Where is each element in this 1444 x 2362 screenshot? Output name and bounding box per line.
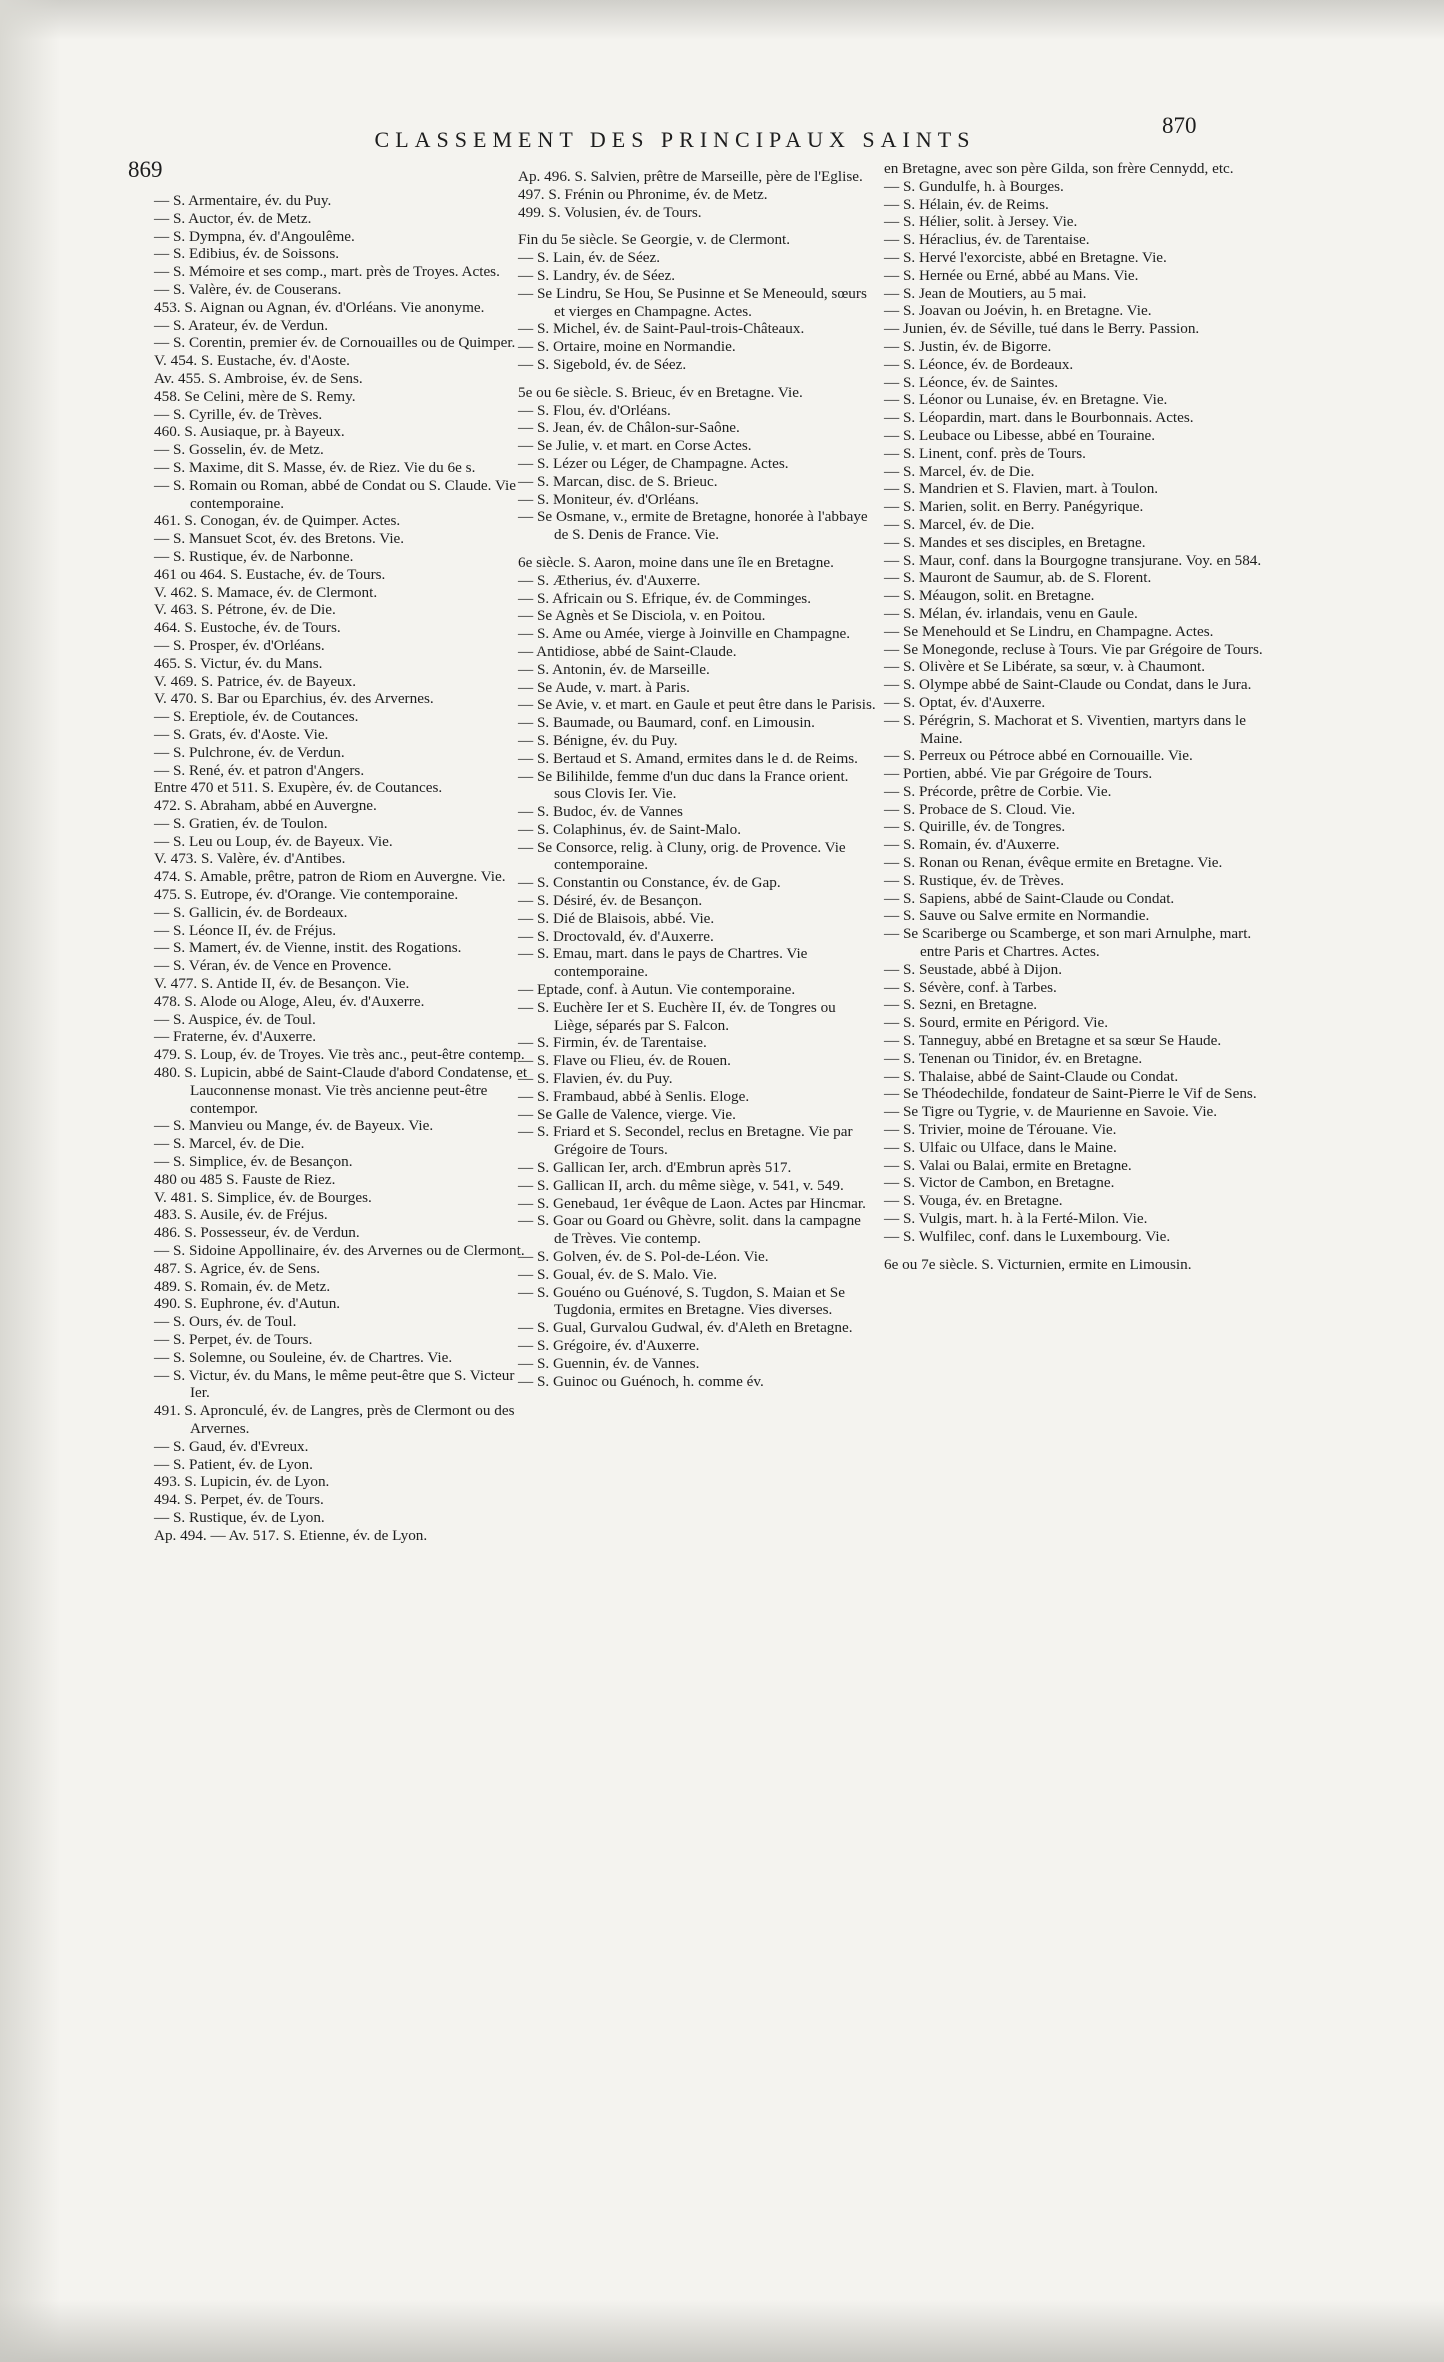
saint-entry: Fin du 5e siècle. Se Georgie, v. de Clermont. <box>518 231 791 249</box>
saint-entry: 453. S. Aignan ou Agnan, év. d'Orléans. Vie anonyme. <box>154 298 485 316</box>
saint-entry: — S. Jean de Moutiers, au 5 mai. <box>884 284 1087 302</box>
saint-entry: 460. S. Ausiaque, pr. à Bayeux. <box>154 423 345 441</box>
saint-entry: — S. Ætherius, év. d'Auxerre. <box>518 571 701 589</box>
saint-entry: — S. René, év. et patron d'Angers. <box>154 761 365 779</box>
saint-entry: — S. Mandrien et S. Flavien, mart. à Toulon. <box>884 480 1159 498</box>
saint-entry: — S. Gundulfe, h. à Bourges. <box>884 177 1064 195</box>
saint-entry: 478. S. Alode ou Aloge, Aleu, év. d'Auxerre. <box>154 992 425 1010</box>
saint-entry: — S. Solemne, ou Souleine, év. de Chartres. Vie. <box>154 1348 453 1366</box>
scan-edge-shadow <box>0 0 60 2362</box>
saint-entry: — S. Ortaire, moine en Normandie. <box>518 338 736 356</box>
saint-entry: — S. Auspice, év. de Toul. <box>154 1010 316 1028</box>
saint-entry: 464. S. Eustoche, év. de Tours. <box>154 619 341 637</box>
saint-entry: — S. Désiré, év. de Besançon. <box>518 892 703 910</box>
saint-entry: Entre 470 et 511. S. Exupère, év. de Coutances. <box>154 779 443 797</box>
saint-entry: — S. Olivère et Se Libérate, sa sœur, v. à Chaumont. <box>884 658 1206 676</box>
column-3 <box>868 160 1263 2020</box>
saint-entry: — S. Tanneguy, abbé en Bretagne et sa sœur Se Haude. <box>884 1032 1222 1050</box>
saint-entry: — S. Lézer ou Léger, de Champagne. Actes. <box>518 454 789 472</box>
saint-entry: 483. S. Ausile, év. de Fréjus. <box>154 1206 328 1224</box>
saint-entry: — S. Hervé l'exorciste, abbé en Bretagne. Vie. <box>884 248 1167 266</box>
saint-entry: 465. S. Victur, év. du Mans. <box>154 654 323 672</box>
saint-entry: — S. Firmin, év. de Tarentaise. <box>518 1034 707 1052</box>
saint-entry: — Se Avie, v. et mart. en Gaule et peut être dans le Parisis. <box>518 696 876 714</box>
saint-entry: Ap. 496. S. Salvien, prêtre de Marseille, père de l'Eglise. <box>518 168 863 185</box>
saint-entry: — S. Wulfilec, conf. dans le Luxembourg. Vie. <box>884 1227 1171 1245</box>
saint-entry: — S. Sapiens, abbé de Saint-Claude ou Condat. <box>884 889 1175 907</box>
saint-entry: — S. Sévère, conf. à Tarbes. <box>884 978 1057 996</box>
saint-entry: 487. S. Agrice, év. de Sens. <box>154 1259 321 1277</box>
saint-entry: — S. Vulgis, mart. h. à la Ferté-Milon. Vie. <box>884 1210 1148 1228</box>
saint-entry: 480. S. Lupicin, abbé de Saint-Claude d'abord Condatense, et Lauconnense monast. Vie très ancienne peut-être contempor. <box>154 1064 528 1117</box>
saint-entry: — S. Romain, év. d'Auxerre. <box>884 836 1060 854</box>
saint-entry: — S. Héraclius, év. de Tarentaise. <box>884 231 1090 249</box>
saint-entry: 494. S. Perpet, év. de Tours. <box>154 1491 324 1509</box>
saint-entry: V. 470. S. Bar ou Eparchius, év. des Arvernes. <box>154 690 434 708</box>
saint-entry: 461 ou 464. S. Eustache, év. de Tours. <box>154 565 386 583</box>
saint-entry: — S. Léonce, év. de Bordeaux. <box>884 355 1074 373</box>
saint-entry: — S. Frambaud, abbé à Senlis. Eloge. <box>518 1087 750 1105</box>
saint-entry: — S. Euchère Ier et S. Euchère II, év. de Tongres ou Liège, séparés par S. Falcon. <box>518 998 836 1034</box>
saint-entry: 493. S. Lupicin, év. de Lyon. <box>154 1473 330 1491</box>
saint-entry: — S. Flou, év. d'Orléans. <box>518 401 671 419</box>
saint-entry: 490. S. Euphrone, év. d'Autun. <box>154 1295 341 1313</box>
saint-entry: 5e ou 6e siècle. S. Brieuc, év en Bretagne. Vie. <box>518 383 803 401</box>
saint-entry: — S. Bertaud et S. Amand, ermites dans le d. de Reims. <box>518 749 858 767</box>
saint-entry: — S. Rustique, év. de Trèves. <box>884 871 1065 889</box>
saint-entry: — S. Gratien, év. de Toulon. <box>154 814 328 832</box>
column-2 <box>502 168 877 2028</box>
saint-entry: — S. Gosselin, év. de Metz. <box>154 441 324 459</box>
saint-entry: — Se Monegonde, recluse à Tours. Vie par Grégoire de Tours. <box>884 640 1263 658</box>
saint-entry: — S. Cyrille, év. de Trèves. <box>154 405 323 423</box>
saint-entry: — S. Léonce, év. de Saintes. <box>884 373 1059 391</box>
saint-entry: — Se Tigre ou Tygrie, v. de Maurienne en Savoie. Vie. <box>884 1103 1218 1121</box>
saint-entry: — S. Golven, év. de S. Pol-de-Léon. Vie. <box>518 1248 769 1266</box>
saint-entry: — S. Gallican II, arch. du même siège, v. 541, v. 549. <box>518 1176 844 1194</box>
saint-entry: — S. Africain ou S. Efrique, év. de Comminges. <box>518 589 812 607</box>
saint-entry: — S. Vouga, év. en Bretagne. <box>884 1192 1063 1210</box>
saint-entry: — S. Landry, év. de Séez. <box>518 266 676 284</box>
saint-entry: — S. Mauront de Saumur, ab. de S. Florent. <box>884 569 1152 587</box>
saint-entry: — S. Grégoire, év. d'Auxerre. <box>518 1337 700 1354</box>
saint-entry: — S. Mémoire et ses comp., mart. près de Troyes. Actes. <box>154 263 500 281</box>
saint-entry: — S. Corentin, premier év. de Cornouailles ou de Quimper. <box>154 334 516 352</box>
saint-entry: — S. Manvieu ou Mange, év. de Bayeux. Vie. <box>154 1117 434 1135</box>
saint-entry: — S. Baumade, ou Baumard, conf. en Limousin. <box>518 714 815 732</box>
saint-entry: 458. Se Celini, mère de S. Remy. <box>154 387 356 405</box>
saint-entry: — S. Pulchrone, év. de Verdun. <box>154 743 345 761</box>
saint-entry: — S. Ulfaic ou Ulface, dans le Maine. <box>884 1138 1117 1156</box>
saint-entry: 497. S. Frénin ou Phronime, év. de Metz. <box>518 185 768 203</box>
saint-entry: — S. Perreux ou Pétroce abbé en Cornouaille. Vie. <box>884 747 1193 765</box>
saint-entry: 475. S. Eutrope, év. d'Orange. Vie contemporaine. <box>154 886 459 904</box>
saint-entry: — S. Michel, év. de Saint-Paul-trois-Châteaux. <box>518 320 805 338</box>
saint-entry: — S. Thalaise, abbé de Saint-Claude ou Condat. <box>884 1067 1179 1085</box>
saint-entry: — S. Pérégrin, S. Machorat et S. Viventien, martyrs dans le Maine. <box>884 711 1246 747</box>
saint-entry: — S. Goual, év. de S. Malo. Vie. <box>518 1265 718 1283</box>
saint-entry: — Portien, abbé. Vie par Grégoire de Tours. <box>884 765 1153 783</box>
saint-entry: — S. Auctor, év. de Metz. <box>154 209 312 227</box>
saint-entry: — Se Consorce, relig. à Cluny, orig. de Provence. Vie contemporaine. <box>518 838 846 874</box>
saint-entry: 6e siècle. S. Aaron, moine dans une île en Bretagne. <box>518 553 834 571</box>
saint-entry: — Se Théodechilde, fondateur de Saint-Pierre le Vif de Sens. <box>884 1085 1257 1103</box>
saint-entry: — S. Mandes et ses disciples, en Bretagne. <box>884 533 1146 551</box>
saint-entry: — Se Scariberge ou Scamberge, et son mari Arnulphe, mart. entre Paris et Chartres. Actes. <box>884 925 1252 961</box>
saint-entry: — S. Optat, év. d'Auxerre. <box>884 693 1046 711</box>
saint-entry: — S. Tenenan ou Tinidor, év. en Bretagne. <box>884 1049 1143 1067</box>
saint-entry: — S. Ereptiole, év. de Coutances. <box>154 708 359 726</box>
saint-entry: — S. Olympe abbé de Saint-Claude ou Condat, dans le Jura. <box>884 676 1252 694</box>
saint-entry: — S. Hélain, év. de Reims. <box>884 195 1049 213</box>
page-number-right: 870 <box>1162 113 1197 138</box>
saint-entry: — S. Léopardin, mart. dans le Bourbonnais. Actes. <box>884 409 1194 427</box>
saint-entry: 499. S. Volusien, év. de Tours. <box>518 203 702 221</box>
page-title: CLASSEMENT DES PRINCIPAUX SAINTS <box>374 127 976 152</box>
saint-entry: — S. Méaugon, solit. en Bretagne. <box>884 587 1095 605</box>
saint-entry: 480 ou 485 S. Fauste de Riez. <box>154 1170 336 1188</box>
saint-entry: — S. Leu ou Loup, év. de Bayeux. Vie. <box>154 832 393 850</box>
saint-entry: — S. Joavan ou Joévin, h. en Bretagne. Vie. <box>884 302 1152 320</box>
saint-entry: — S. Patient, év. de Lyon. <box>154 1455 313 1473</box>
saint-entry: — Se Lindru, Se Hou, Se Pusinne et Se Meneould, sœurs et vierges en Champagne. Actes. <box>518 284 867 320</box>
saint-entry: — S. Valère, év. de Couserans. <box>154 280 342 298</box>
scan-bottom-shadow <box>0 2300 1444 2362</box>
saint-entry: — S. Mamert, év. de Vienne, instit. des Rogations. <box>154 939 462 957</box>
saint-entry: — Antidiose, abbé de Saint-Claude. <box>518 642 737 660</box>
saint-entry: — S. Friard et S. Secondel, reclus en Bretagne. Vie par Grégoire de Tours. <box>518 1123 853 1159</box>
saint-entry: V. 454. S. Eustache, év. d'Aoste. <box>154 352 350 370</box>
saint-entry: — S. Léonce II, év. de Fréjus. <box>154 921 337 939</box>
saint-entry: — S. Probace de S. Cloud. Vie. <box>884 800 1076 818</box>
saint-entry: V. 473. S. Valère, év. d'Antibes. <box>154 850 346 868</box>
saint-entry: — Se Bilihilde, femme d'un duc dans la France orient. sous Clovis Ier. Vie. <box>518 767 849 803</box>
saint-entry: — Se Aude, v. mart. à Paris. <box>518 678 690 696</box>
saint-entry: — S. Jean, év. de Châlon-sur-Saône. <box>518 419 740 437</box>
saint-entry: — S. Véran, év. de Vence en Provence. <box>154 957 392 975</box>
saint-entry: — S. Dié de Blaisois, abbé. Vie. <box>518 909 715 927</box>
saint-entry: — S. Victor de Cambon, en Bretagne. <box>884 1174 1115 1192</box>
saint-entry: — S. Léonor ou Lunaise, év. en Bretagne. Vie. <box>884 391 1168 409</box>
saint-entry: — S. Gallicin, év. de Bordeaux. <box>154 903 348 921</box>
saint-entry: — S. Goar ou Goard ou Ghèvre, solit. dans la campagne de Trèves. Vie contemp. <box>518 1212 861 1248</box>
saint-entry: — S. Maxime, dit S. Masse, év. de Riez. Vie du 6e s. <box>154 458 476 476</box>
saint-entry: — S. Marcan, disc. de S. Brieuc. <box>518 472 718 490</box>
saint-entry: — S. Marcel, év. de Die. <box>884 462 1035 480</box>
saint-entry: — Se Agnès et Se Disciola, v. en Poitou. <box>518 607 766 625</box>
saint-entry: — S. Guinoc ou Guénoch, h. comme év. <box>518 1372 764 1390</box>
saint-entry: — S. Simplice, év. de Besançon. <box>154 1153 353 1171</box>
saint-entry: — S. Trivier, moine de Térouane. Vie. <box>884 1121 1117 1139</box>
saint-entry: — S. Arateur, év. de Verdun. <box>154 316 329 334</box>
saint-entry: — S. Lain, év. de Séez. <box>518 249 660 267</box>
saint-entry: — S. Sauve ou Salve ermite en Normandie. <box>884 907 1150 925</box>
saint-entry: — S. Hernée ou Erné, abbé au Mans. Vie. <box>884 266 1139 284</box>
saint-entry: — S. Valai ou Balai, ermite en Bretagne. <box>884 1156 1132 1174</box>
saint-entry: — S. Ame ou Amée, vierge à Joinville en Champagne. <box>518 625 851 643</box>
saint-entry: 491. S. Apronculé, év. de Langres, près de Clermont ou des Arvernes. <box>154 1402 515 1437</box>
saint-entry: — S. Perpet, év. de Tours. <box>154 1331 313 1348</box>
saint-entry: — S. Marcel, év. de Die. <box>884 515 1035 533</box>
saint-entry: — S. Marcel, év. de Die. <box>154 1135 305 1153</box>
saint-entry: — Eptade, conf. à Autun. Vie contemporaine. <box>518 981 796 999</box>
saint-entry: — S. Flavien, év. du Puy. <box>518 1070 673 1088</box>
scan-top-shadow <box>0 0 1444 40</box>
saint-entry: 6e ou 7e siècle. S. Victurnien, ermite en Limousin. <box>884 1255 1192 1273</box>
saint-entry: V. 477. S. Antide II, év. de Besançon. Vie. <box>154 975 410 993</box>
saint-entry: — S. Sidoine Appollinaire, év. des Arvernes ou de Clermont. <box>154 1242 525 1260</box>
saint-entry: — S. Moniteur, év. d'Orléans. <box>518 490 699 508</box>
saint-entry: — S. Flave ou Flieu, év. de Rouen. <box>518 1052 731 1070</box>
saint-entry: — S. Rustique, év. de Narbonne. <box>154 547 354 565</box>
saint-entry: — S. Emau, mart. dans le pays de Chartres. Vie contemporaine. <box>518 945 808 981</box>
saint-entry: — S. Maur, conf. dans la Bourgogne transjurane. Voy. en 584. <box>884 551 1262 569</box>
saint-entry: — S. Gual, Gurvalou Gudwal, év. d'Aleth en Bretagne. <box>518 1319 853 1337</box>
saint-entry: — S. Guennin, év. de Vannes. <box>518 1354 700 1372</box>
saint-entry: V. 462. S. Mamace, év. de Clermont. <box>154 583 378 601</box>
saint-entry: — S. Linent, conf. près de Tours. <box>884 444 1086 462</box>
saint-entry: — Fraterne, év. d'Auxerre. <box>154 1028 316 1046</box>
saint-entry: — S. Mélan, év. irlandais, venu en Gaule. <box>884 604 1138 622</box>
saint-entry: — S. Justin, év. de Bigorre. <box>884 337 1052 355</box>
saint-entry: — S. Grats, év. d'Aoste. Vie. <box>154 725 329 743</box>
saint-entry: — S. Ours, év. de Toul. <box>154 1313 297 1331</box>
saint-entry: — Se Galle de Valence, vierge. Vie. <box>518 1105 736 1123</box>
saint-entry: — S. Quirille, év. de Tongres. <box>884 818 1066 836</box>
saint-entry: — S. Constantin ou Constance, év. de Gap. <box>518 874 781 892</box>
saint-entry: en Bretagne, avec son père Gilda, son frère Cennydd, etc. <box>884 160 1234 177</box>
saint-entry: — S. Ronan ou Renan, évêque ermite en Bretagne. Vie. <box>884 854 1223 872</box>
saint-entry: — Junien, év. de Séville, tué dans le Berry. Passion. <box>884 320 1200 338</box>
saint-entry: — Se Osmane, v., ermite de Bretagne, honorée à l'abbaye de S. Denis de France. Vie. <box>518 508 868 544</box>
saint-entry: 486. S. Possesseur, év. de Verdun. <box>154 1224 360 1242</box>
saint-entry: Av. 455. S. Ambroise, év. de Sens. <box>154 369 363 387</box>
saint-entry: — S. Mansuet Scot, év. des Bretons. Vie. <box>154 530 405 548</box>
saint-entry: 474. S. Amable, prêtre, patron de Riom en Auvergne. Vie. <box>154 868 506 886</box>
saint-entry: — S. Gallican Ier, arch. d'Embrun après 517. <box>518 1159 792 1177</box>
saint-entry: — S. Hélier, solit. à Jersey. Vie. <box>884 213 1078 231</box>
saint-entry: V. 463. S. Pétrone, év. de Die. <box>154 601 336 619</box>
saint-entry: V. 481. S. Simplice, év. de Bourges. <box>154 1188 372 1206</box>
saint-entry: — S. Budoc, év. de Vannes <box>518 803 683 821</box>
saint-entry: — S. Seustade, abbé à Dijon. <box>884 960 1063 978</box>
saint-entry: 479. S. Loup, év. de Troyes. Vie très anc., peut-être contemp. <box>154 1046 525 1064</box>
saint-entry: 472. S. Abraham, abbé en Auvergne. <box>154 797 377 815</box>
saint-entry: — S. Gaud, év. d'Evreux. <box>154 1437 309 1455</box>
saint-entry: — Se Julie, v. et mart. en Corse Actes. <box>518 437 752 455</box>
saint-entry: — S. Prosper, év. d'Orléans. <box>154 636 325 654</box>
saint-entry: — S. Rustique, év. de Lyon. <box>154 1508 325 1526</box>
saint-entry: — S. Droctovald, év. d'Auxerre. <box>518 927 714 945</box>
saint-entry: — S. Edibius, év. de Soissons. <box>154 245 340 263</box>
saint-entry: — S. Sourd, ermite en Périgord. Vie. <box>884 1014 1109 1032</box>
saint-entry: — S. Victur, év. du Mans, le même peut-être que S. Victeur Ier. <box>154 1366 515 1402</box>
saint-entry: — S. Sezni, en Bretagne. <box>884 996 1038 1014</box>
saint-entry: — S. Précorde, prêtre de Corbie. Vie. <box>884 782 1112 800</box>
saint-entry: 461. S. Conogan, év. de Quimper. Actes. <box>154 512 401 530</box>
saint-entry: — S. Leubace ou Libesse, abbé en Touraine. <box>884 426 1156 444</box>
saint-entry: — S. Antonin, év. de Marseille. <box>518 660 710 678</box>
saint-entry: 489. S. Romain, év. de Metz. <box>154 1277 331 1295</box>
saint-entry: — S. Bénigne, év. du Puy. <box>518 731 678 749</box>
column-1 <box>138 192 538 2052</box>
saint-entry: — S. Dympna, év. d'Angoulême. <box>154 227 355 245</box>
saint-entry: — S. Colaphinus, év. de Saint-Malo. <box>518 820 742 838</box>
saint-entry: — S. Gouéno ou Guénové, S. Tugdon, S. Maian et Se Tugdonia, ermites en Bretagne. Vies diverses. <box>518 1283 845 1319</box>
page-number-left: 869 <box>128 157 163 182</box>
saint-entry: — S. Sigebold, év. de Séez. <box>518 355 687 373</box>
saint-entry: V. 469. S. Patrice, év. de Bayeux. <box>154 672 357 690</box>
saint-entry: — Se Menehould et Se Lindru, en Champagne. Actes. <box>884 622 1214 640</box>
saint-entry: — S. Armentaire, év. du Puy. <box>154 192 332 209</box>
saint-entry: — S. Romain ou Roman, abbé de Condat ou S. Claude. Vie contemporaine. <box>154 476 517 512</box>
saint-entry: — S. Genebaud, 1er évêque de Laon. Actes par Hincmar. <box>518 1194 866 1212</box>
saint-entry: Ap. 494. — Av. 517. S. Etienne, év. de Lyon. <box>154 1526 428 1544</box>
saint-entry: — S. Marien, solit. en Berry. Panégyrique. <box>884 498 1144 516</box>
